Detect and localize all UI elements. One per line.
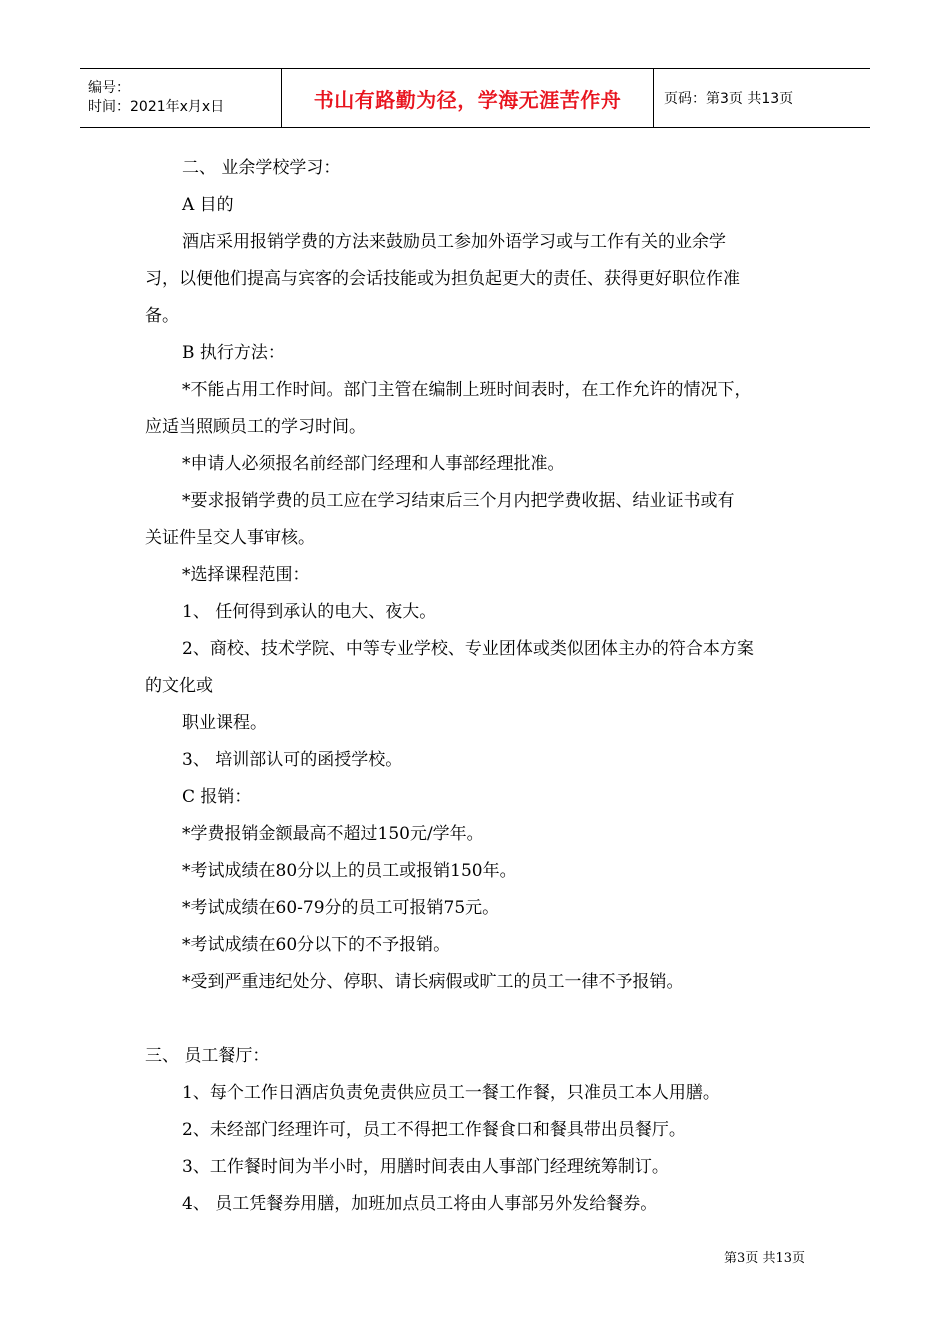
text-line: 应适当照顾员工的学习时间。 (145, 417, 366, 437)
text-line: *考试成绩在80分以上的员工或报销150年。 (182, 861, 517, 881)
text-line: *要求报销学费的员工应在学习结束后三个月内把学费收据、结业证书或有 (182, 491, 735, 511)
header-page-cell (654, 69, 870, 127)
text-line: 4、 员工凭餐券用膳，加班加点员工将由人事部另外发给餐券。 (182, 1194, 658, 1214)
text-line: 习，以便他们提高与宾客的会话技能或为担负起更大的责任、获得更好职位作准 (145, 269, 740, 289)
text-line: *不能占用工作时间。部门主管在编制上班时间表时，在工作允许的情况下， (182, 380, 752, 400)
code-label: 编号： (88, 80, 130, 96)
text-line: B 执行方法： (182, 343, 285, 363)
text-line: 三、 员工餐厅： (145, 1046, 270, 1066)
motto: 书山有路勤为径，学海无涯苦作舟 (313, 87, 622, 112)
text-line: *受到严重违纪处分、停职、请长病假或旷工的员工一律不予报销。 (182, 972, 684, 992)
header-meta (80, 69, 282, 127)
text-line: *申请人必须报名前经部门经理和人事部经理批准。 (182, 454, 565, 474)
page-footer: 第3页 共13页 (724, 1251, 805, 1266)
time-label: 时间：2021年x月x日 (88, 99, 225, 115)
text-line: 备。 (145, 306, 179, 326)
text-line: 二、 业余学校学习： (182, 158, 341, 178)
text-line: *选择课程范围： (182, 565, 310, 585)
text-line: 关证件呈交人事审核。 (145, 528, 315, 548)
text-line: 2、商校、技术学院、中等专业学校、专业团体或类似团体主办的符合本方案 (182, 639, 754, 659)
text-line: 1、每个工作日酒店负责免责供应员工一餐工作餐，只准员工本人用膳。 (182, 1083, 720, 1103)
text-line: 1、 任何得到承认的电大、夜大。 (182, 602, 437, 622)
text-line: *考试成绩在60分以下的不予报销。 (182, 935, 451, 955)
text-line: C 报销： (182, 787, 252, 807)
text-line: 职业课程。 (182, 713, 267, 733)
blank-line (145, 1001, 810, 1038)
text-line: 的文化或 (145, 676, 213, 696)
text-line: 3、工作餐时间为半小时，用膳时间表由人事部门经理统筹制订。 (182, 1157, 669, 1177)
page-label: 页码：第3页 共13页 (664, 91, 794, 107)
header-motto-cell (282, 69, 654, 127)
text-line: 酒店采用报销学费的方法来鼓励员工参加外语学习或与工作有关的业余学 (182, 232, 726, 252)
page-header (80, 68, 870, 128)
document-body (145, 150, 810, 1223)
text-line: A 目的 (182, 195, 234, 215)
text-line: *学费报销金额最高不超过150元/学年。 (182, 824, 484, 844)
text-line: *考试成绩在60-79分的员工可报销75元。 (182, 898, 500, 918)
text-line: 2、未经部门经理许可，员工不得把工作餐食口和餐具带出员餐厅。 (182, 1120, 686, 1140)
text-line: 3、 培训部认可的函授学校。 (182, 750, 403, 770)
